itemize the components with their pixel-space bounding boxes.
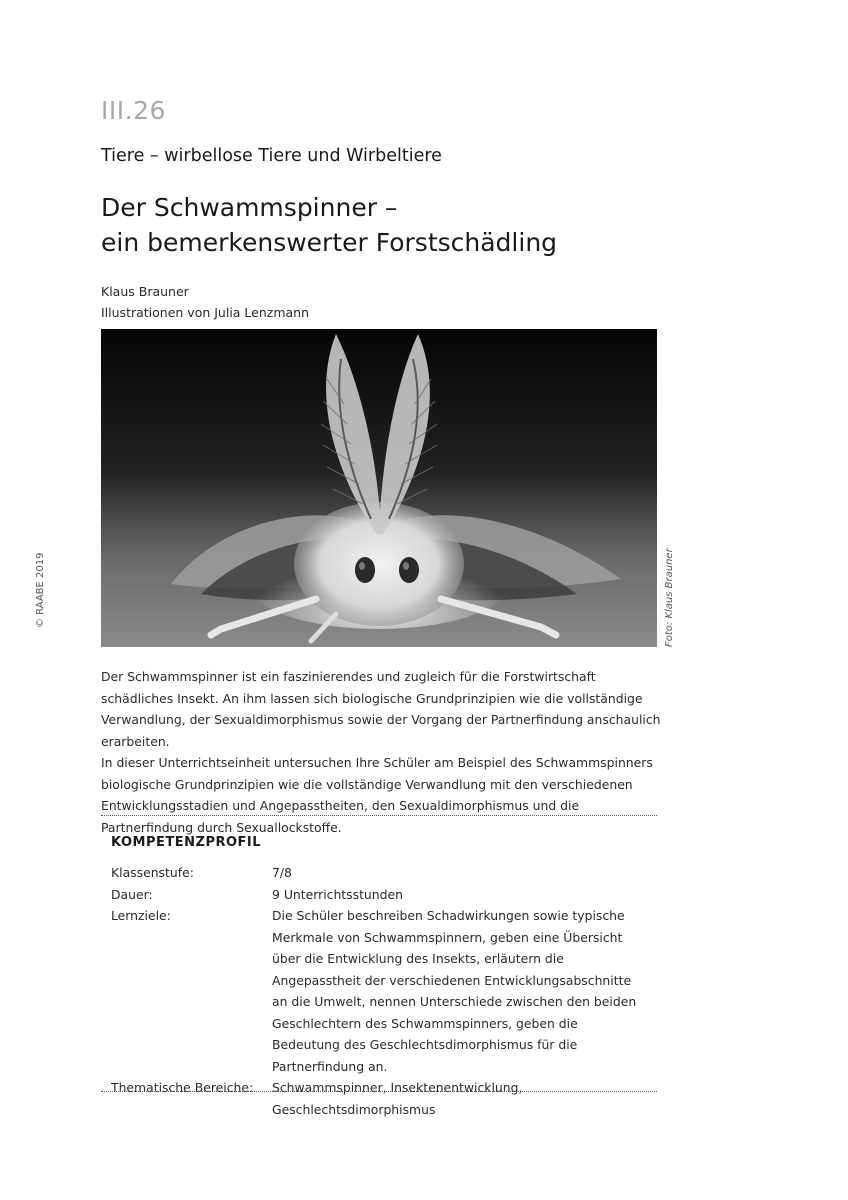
author-block <box>101 281 309 323</box>
category-heading: Tiere – wirbellose Tiere und Wirbeltiere <box>101 146 442 166</box>
photo-credit: Foto: Klaus Brauner <box>664 548 675 647</box>
row-value: Die Schüler beschreiben Schadwirkungen sowie typische Merkmale von Schwammspinnern, geben eine Übersicht über die Entwicklung des Insekts, erläutern die Angepasstheit der verschiedenen Entwicklungsabschnitte an die Umwelt, nennen Unterschiede zwischen den beiden Geschlechtern des Schwammspinners, geben die Bedeutung des Geschlechtsdimorphismus für die Partnerfindung an. <box>272 908 637 1074</box>
moth-photo <box>101 329 657 647</box>
kompetenz-row <box>111 884 651 906</box>
row-label: Dauer: <box>111 886 153 902</box>
kompetenz-row <box>111 862 651 884</box>
kompetenzprofil-heading: KOMPETENZPROFIL <box>111 835 262 850</box>
page-title <box>101 190 557 260</box>
intro-paragraph: In dieser Unterrichtseinheit untersuchen Ihre Schüler am Beispiel des Schwammspinners biologische Grundprinzipien wie die vollständige Verwandlung mit den verschiedenen Entwicklungsstadien und Angepasstheiten, den Sexualdimorphismus und die Partnerfindung durch Sexuallockstoffe. <box>101 755 653 835</box>
dotted-divider <box>101 815 657 816</box>
intro-paragraph: Der Schwammspinner ist ein faszinierendes und zugleich für die Forstwirtschaft schädliches Insekt. An ihm lassen sich biologische Grundprinzipien wie die vollständige Verwandlung, der Sexualdimorphismus sowie der Vorgang der Partnerfindung anschaulich erarbeiten. <box>101 669 661 749</box>
row-label: Klassenstufe: <box>111 865 194 880</box>
dotted-divider <box>101 1091 657 1092</box>
chapter-number: III.26 <box>101 96 166 125</box>
title-line-2: ein bemerkenswerter Forstschädling <box>101 228 558 257</box>
copyright-note: © RAABE 2019 <box>35 552 46 628</box>
title-line-1: Der Schwammspinner – <box>101 193 398 222</box>
row-label: Lernziele: <box>111 908 171 923</box>
row-label: Thematische Bereiche: <box>111 1080 254 1095</box>
author-name: Klaus Brauner <box>101 284 189 299</box>
kompetenz-row <box>111 1077 651 1120</box>
row-value: Schwammspinner, Insektenentwicklung, Geschlechtsdimorphismus <box>272 1080 523 1117</box>
intro-text <box>101 666 661 838</box>
row-value: 9 Unterrichtsstunden <box>272 886 403 902</box>
kompetenzprofil-table <box>111 862 651 1120</box>
illustrator-credit: Illustrationen von Julia Lenzmann <box>101 305 310 320</box>
kompetenz-row <box>111 905 651 1077</box>
row-value: 7/8 <box>272 865 292 880</box>
